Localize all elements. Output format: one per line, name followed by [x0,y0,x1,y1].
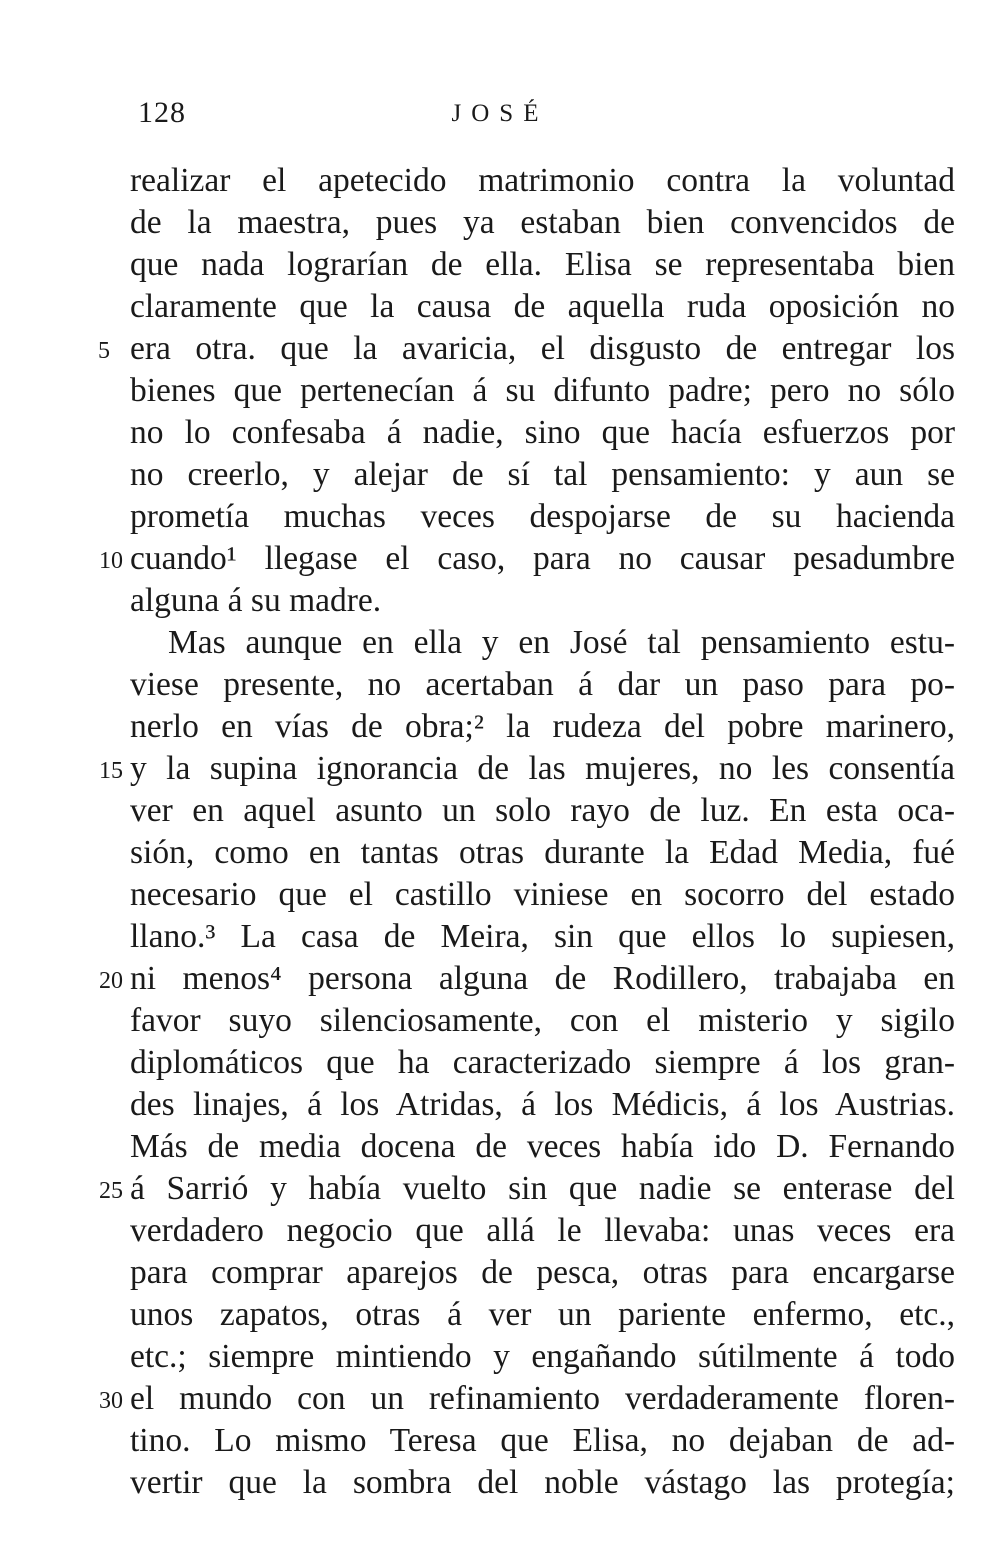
line-text: el mundo con un refinamiento verdaderamente floren- [130,1380,955,1417]
line-text: realizar el apetecido matrimonio contra la voluntad [130,162,955,199]
text-line [130,286,955,328]
line-text: bienes que pertenecían á su difunto padre; pero no sólo [130,372,955,409]
line-text: nerlo en vías de obra;² la rudeza del pobre marinero, [130,708,955,745]
line-text: prometía muchas veces despojarse de su hacienda [130,498,955,535]
line-text: vertir que la sombra del noble vástago las protegía; [130,1464,955,1501]
running-title: JOSÉ [451,100,549,127]
text-line [130,1336,955,1378]
line-text: Mas aunque en ella y en José tal pensamiento estu- [168,624,955,661]
line-text: ver en aquel asunto un solo rayo de luz. En esta oca- [130,792,955,829]
text-line [99,748,955,790]
text-line [130,1462,955,1504]
page-number: 128 [138,96,186,129]
line-number: 10 [99,548,123,574]
line-text: favor suyo silenciosamente, con el misterio y sigilo [130,1002,955,1039]
text-line [130,496,955,538]
line-text: unos zapatos, otras á ver un pariente enfermo, etc., [130,1296,955,1333]
line-number: 30 [99,1388,123,1414]
line-text: de la maestra, pues ya estaban bien convencidos de [130,204,955,241]
line-text: verdadero negocio que allá le llevaba: unas veces era [130,1212,955,1249]
text-line [130,1000,955,1042]
text-line [130,1042,955,1084]
text-line [99,538,955,580]
text-line [130,202,955,244]
text-line [130,1126,955,1168]
line-text: tino. Lo mismo Teresa que Elisa, no dejaban de ad- [130,1422,955,1459]
text-line [130,874,955,916]
text-line [130,244,955,286]
text-line [130,1252,955,1294]
body-text [98,160,955,1504]
text-line [99,1378,955,1420]
text-line [130,664,955,706]
text-line [130,916,955,958]
line-text: era otra. que la avaricia, el disgusto de entregar los [130,330,955,367]
line-text: cuando¹ llegase el caso, para no causar pesadumbre [130,540,955,577]
text-line [130,622,955,664]
text-line [130,1084,955,1126]
text-line [130,412,955,454]
line-text: y la supina ignorancia de las mujeres, no les consentía [130,750,955,787]
text-line [130,454,955,496]
line-text: para comprar aparejos de pesca, otras para encargarse [130,1254,955,1291]
text-line [130,1210,955,1252]
text-line [130,790,955,832]
text-line [130,832,955,874]
line-text: alguna á su madre. [130,582,382,619]
line-text: viese presente, no acertaban á dar un paso para po- [130,666,955,703]
line-number: 20 [99,968,123,994]
line-text: des linajes, á los Atridas, á los Médicis, á los Austrias. [130,1086,955,1123]
line-text: no lo confesaba á nadie, sino que hacía esfuerzos por [130,414,955,451]
line-text: necesario que el castillo viniese en socorro del estado [130,876,955,913]
line-text: que nada lograrían de ella. Elisa se representaba bien [130,246,955,283]
text-line [130,706,955,748]
line-text: claramente que la causa de aquella ruda oposición no [130,288,955,325]
text-line [130,370,955,412]
line-text: sión, como en tantas otras durante la Edad Media, fué [130,834,955,871]
text-line [98,328,955,370]
text-line [130,1294,955,1336]
text-line [130,160,955,202]
line-number: 25 [99,1178,123,1204]
text-line [99,958,955,1000]
text-line [130,580,955,622]
line-text: ni menos⁴ persona alguna de Rodillero, trabajaba en [130,960,955,997]
line-text: á Sarrió y había vuelto sin que nadie se enterase del [130,1170,955,1207]
line-text: no creerlo, y alejar de sí tal pensamiento: y aun se [130,456,955,493]
line-text: diplomáticos que ha caracterizado siempre á los gran- [130,1044,955,1081]
text-line [99,1168,955,1210]
line-number: 15 [99,758,123,784]
line-text: etc.; siempre mintiendo y engañando sútilmente á todo [130,1338,955,1375]
text-line [130,1420,955,1462]
line-text: Más de media docena de veces había ido D. Fernando [130,1128,955,1165]
page-header [0,96,1000,146]
line-number: 5 [98,338,110,364]
line-text: llano.³ La casa de Meira, sin que ellos lo supiesen, [130,918,955,955]
